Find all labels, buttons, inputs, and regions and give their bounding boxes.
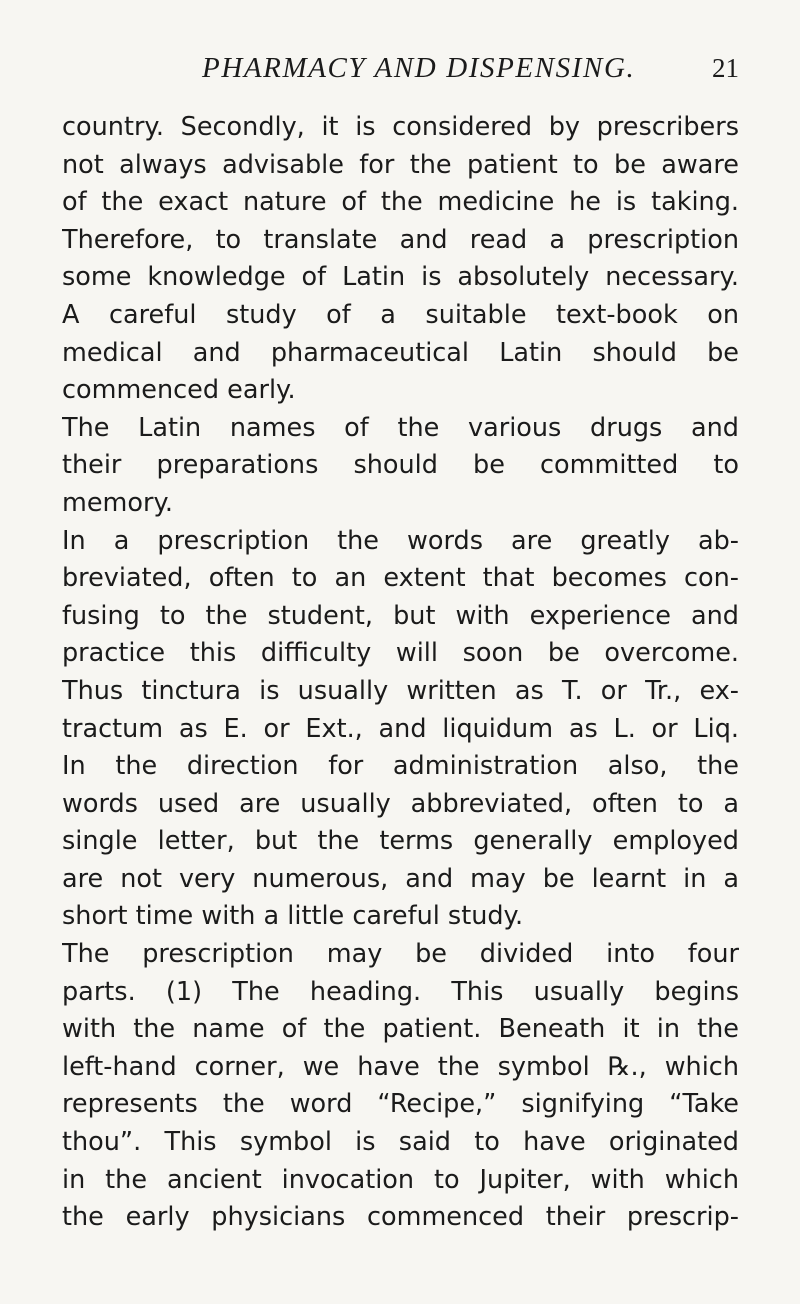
text-line: represents the word “Recipe,” signifying “Take xyxy=(62,1089,739,1120)
text-line: of the exact nature of the medicine he is taking. xyxy=(62,187,739,218)
text-line: short time with a little careful study. xyxy=(62,901,524,932)
text-line: commenced early. xyxy=(62,375,296,406)
text-line: breviated, often to an extent that becomes con- xyxy=(62,563,739,594)
text-line: their preparations should be committed to xyxy=(62,450,739,481)
text-line: some knowledge of Latin is absolutely necessary. xyxy=(62,262,739,293)
text-line: are not very numerous, and may be learnt in a xyxy=(62,863,739,894)
text-line: the early physicians commenced their prescrip- xyxy=(62,1202,739,1233)
text-line: memory. xyxy=(62,487,174,518)
text-line: words used are usually abbreviated, often to a xyxy=(62,788,739,819)
text-line: country. Secondly, it is considered by prescribers xyxy=(62,112,739,142)
text-line: The Latin names of the various drugs and xyxy=(62,412,739,443)
body-text xyxy=(62,109,739,1237)
text-line: fusing to the student, but with experience and xyxy=(62,600,739,631)
page-number: 21 xyxy=(712,53,739,83)
text-line: In the direction for administration also, the xyxy=(62,751,739,782)
text-line: A careful study of a suitable text-book on xyxy=(62,299,739,330)
text-line: left-hand corner, we have the symbol ℞., which xyxy=(62,1051,739,1082)
text-line: in the ancient invocation to Jupiter, with which xyxy=(62,1164,739,1195)
text-line: Therefore, to translate and read a prescription xyxy=(62,224,739,255)
text-line: tractum as E. or Ext., and liquidum as L. or Liq. xyxy=(62,713,739,744)
text-line: with the name of the patient. Beneath it in the xyxy=(62,1014,739,1045)
text-line: medical and pharmaceutical Latin should be xyxy=(62,337,739,368)
text-line: practice this difficulty will soon be overcome. xyxy=(62,638,739,669)
text-line: Thus tinctura is usually written as T. or Tr., ex- xyxy=(62,675,739,706)
text-line: not always advisable for the patient to be aware xyxy=(62,149,739,180)
running-head xyxy=(62,50,739,90)
text-line: single letter, but the terms generally employed xyxy=(62,826,739,857)
text-line: thou”. This symbol is said to have originated xyxy=(62,1127,739,1158)
text-line: parts. (1) The heading. This usually begins xyxy=(62,976,739,1007)
running-title: PHARMACY AND DISPENSING. xyxy=(202,52,636,84)
text-line: The prescription may be divided into four xyxy=(62,939,739,970)
text-line: In a prescription the words are greatly ab- xyxy=(62,525,739,556)
